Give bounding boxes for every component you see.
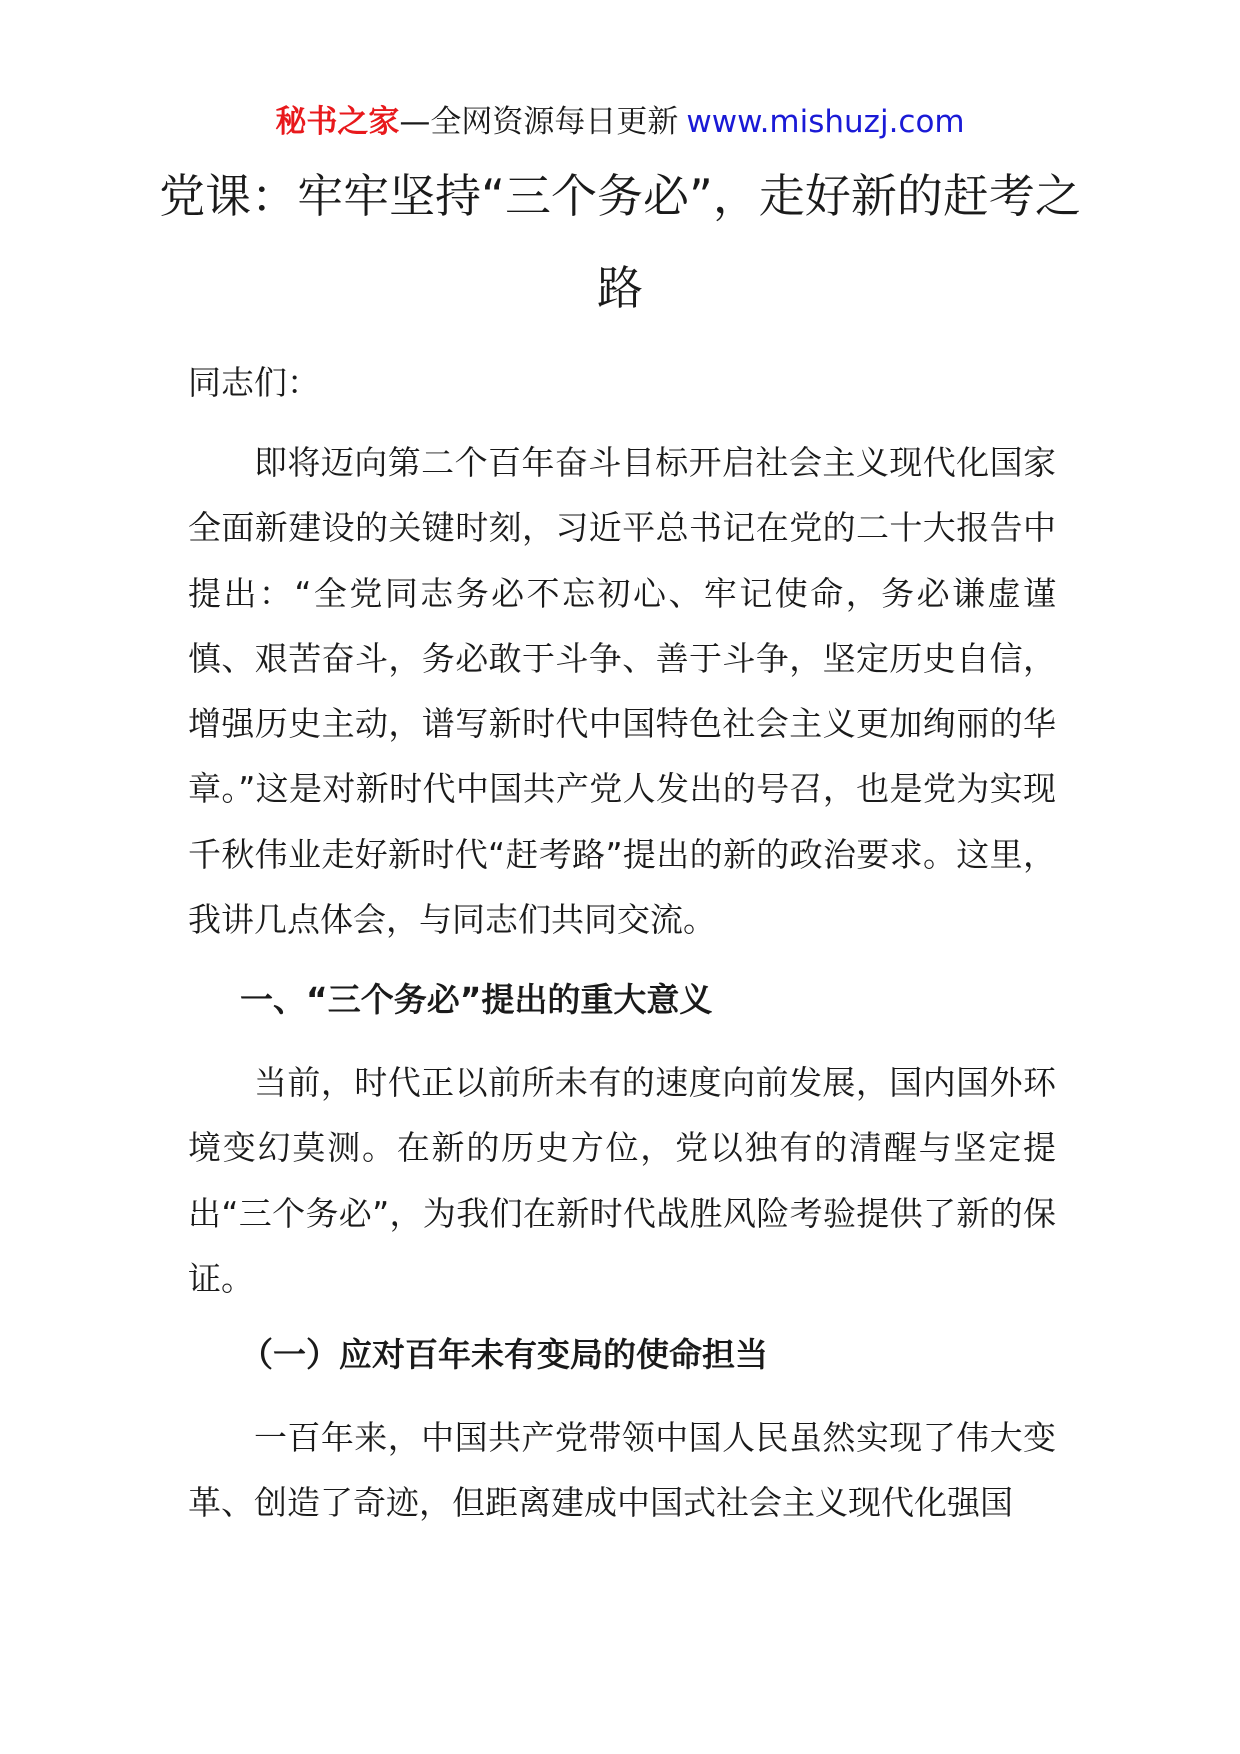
section-heading: 一、“三个务必”提出的重大意义	[240, 980, 713, 1019]
section-paragraph: 当前，时代正以前所未有的速度向前发展，国内国外环境变幻莫测。在新的历史方位，党以独有的清醒与坚定提出“三个务必”，为我们在新时代战胜风险考验提供了新的保证。	[188, 1063, 1056, 1298]
intro-paragraph: 即将迈向第二个百年奋斗目标开启社会主义现代化国家全面新建设的关键时刻，习近平总书记在党的二十大报告中提出：“全党同志务必不忘初心、牢记使命，务必谦虚谨慎、艰苦奋斗，务必敢于斗争、善于斗争，坚定历史自信，增强历史主动，谱写新时代中国特色社会主义更加绚丽的华章。”这是对新时代中国共产党人发出的号召，也是党为实现千秋伟业走好新时代“赶考路”提出的新的政治要求。这里，我讲几点体会，与同志们共同交流。	[188, 443, 1056, 940]
site-url-link[interactable]: www.mishuzj.com	[686, 104, 965, 140]
subsection-heading: （一）应对百年未有变局的使命担当	[240, 1335, 768, 1374]
subsection-paragraph: 一百年来，中国共产党带领中国人民虽然实现了伟大变革、创造了奇迹，但距离建成中国式社会主义现代化强国	[188, 1418, 1056, 1523]
brand-name: 秘书之家	[275, 104, 400, 140]
site-header	[0, 100, 1240, 144]
header-tagline: —全网资源每日更新	[399, 104, 679, 140]
document-title: 党课：牢牢坚持“三个务必”，走好新的赶考之路	[159, 169, 1081, 315]
salutation: 同志们：	[188, 363, 320, 402]
